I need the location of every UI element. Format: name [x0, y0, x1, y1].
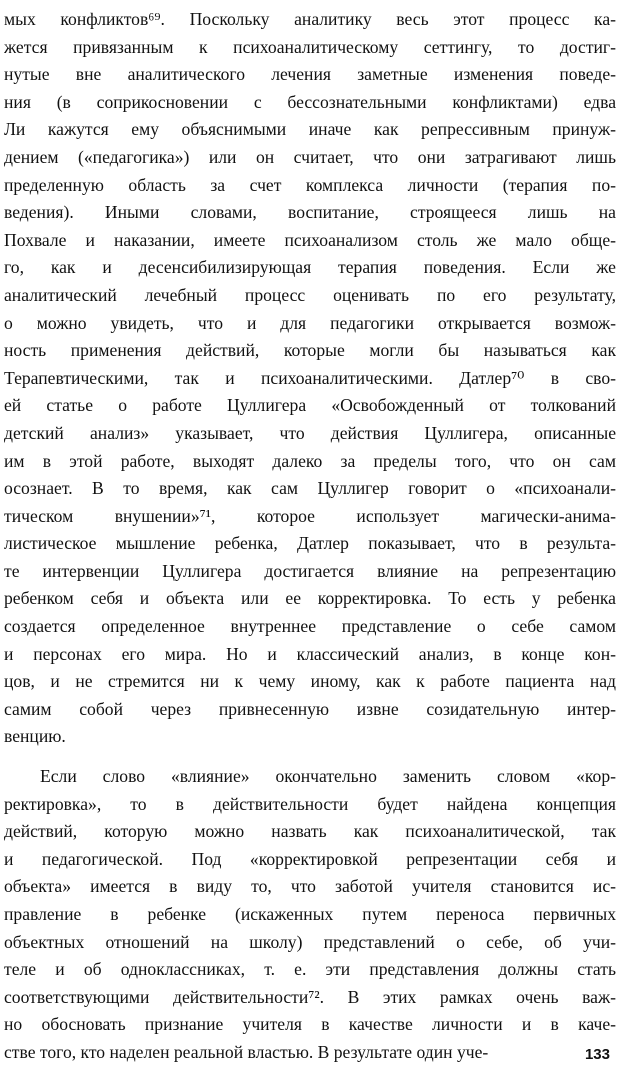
text-line: теле и об одноклассниках, т. е. эти представления должны стать [4, 959, 616, 980]
text-line: ность применения действий, которые могли бы называться как [4, 340, 616, 361]
text-line: мых конфликтов⁶⁹. Поскольку аналитику весь этот процесс ка- [4, 9, 616, 29]
text-line: те интервенции Цуллигера достигается влияние на репрезентацию [4, 560, 616, 581]
text-line: объектных отношений на школу) представлений о себе, об учи- [4, 931, 616, 952]
text-line: детский анализ» указывает, что действия Цуллигера, описанные [4, 422, 616, 443]
text-line: жется привязанным к психоаналитическому сеттингу, то достиг- [4, 36, 616, 57]
text-line: венцию. [4, 726, 66, 747]
text-line: го, как и десенсибилизирующая терапия поведения. Если же [4, 257, 616, 278]
text-line: ректировка», то в действительности будет найдена концепция [4, 793, 616, 814]
text-line: тическом внушении»⁷¹, которое использует магически-анима- [4, 505, 616, 526]
text-line: ведения). Иными словами, воспитание, строящееся лишь на [4, 202, 616, 223]
text-line: осознает. В то время, как сам Цуллигер говорит о «психоанали- [4, 478, 616, 499]
text-line: им в этой работе, выходят далеко за пределы того, что он сам [4, 450, 616, 471]
text-line: стве того, кто наделен реальной властью. В результате один уче- [4, 1041, 489, 1062]
text-line: создается определенное внутреннее представление о себе самом [4, 616, 616, 637]
text-line: листическое мышление ребенка, Датлер показывает, что в результа- [4, 533, 616, 554]
text-line: действий, которую можно назвать как психоаналитической, так [4, 821, 616, 842]
text-line: дением («педагогика») или он считает, что они затрагивают лишь [4, 146, 616, 167]
text-line: Ли кажутся ему объяснимыми иначе как репрессивным принуж- [4, 119, 616, 140]
page-number: 133 [584, 1046, 610, 1063]
text-line: самим собой через привнесенную извне созидательную интер- [4, 698, 616, 719]
text-line: ей статье о работе Цуллигера «Освобожденный от толкований [4, 395, 616, 416]
text-line: но обосновать признание учителя в качестве личности и в каче- [4, 1014, 616, 1035]
text-line: нутые вне аналитического лечения заметные изменения поведе- [4, 64, 616, 85]
text-line: о можно увидеть, что и для педагогики открывается возмож- [4, 312, 616, 333]
paragraph-2 [4, 763, 616, 1067]
text-line: Похвале и наказании, имеете психоанализом столь же мало обще- [4, 229, 616, 250]
text-line: ния (в соприкосновении с бессознательными конфликтами) едва [4, 91, 616, 112]
text-line: пределенную область за счет комплекса личности (терапия по- [4, 174, 616, 195]
text-line: аналитический лечебный процесс оценивать по его результату, [4, 284, 616, 305]
text-line: ребенком себя и объекта или ее корректировка. То есть у ребенка [4, 588, 616, 609]
text-line: Терапевтическими, так и психоаналитическими. Датлер⁷⁰ в сво- [4, 367, 616, 388]
text-line: правление в ребенке (искаженных путем переноса первичных [4, 904, 616, 924]
text-line: объекта» имеется в виду то, что заботой учителя становится ис- [4, 876, 616, 897]
paragraph-gap [4, 751, 616, 763]
text-line: и персонах его мира. Но и классический анализ, в конце кон- [4, 643, 616, 664]
text-line: соответствующими действительности⁷². В этих рамках очень важ- [4, 986, 616, 1007]
text-line: цов, и не стремится ни к чему иному, как к работе пациента над [4, 671, 616, 692]
text-line: Если слово «влияние» окончательно заменить словом «кор- [40, 766, 616, 787]
body-text [4, 6, 616, 1067]
paragraph-1 [4, 6, 616, 751]
text-line: и педагогической. Под «корректировкой репрезентации себя и [4, 848, 616, 869]
